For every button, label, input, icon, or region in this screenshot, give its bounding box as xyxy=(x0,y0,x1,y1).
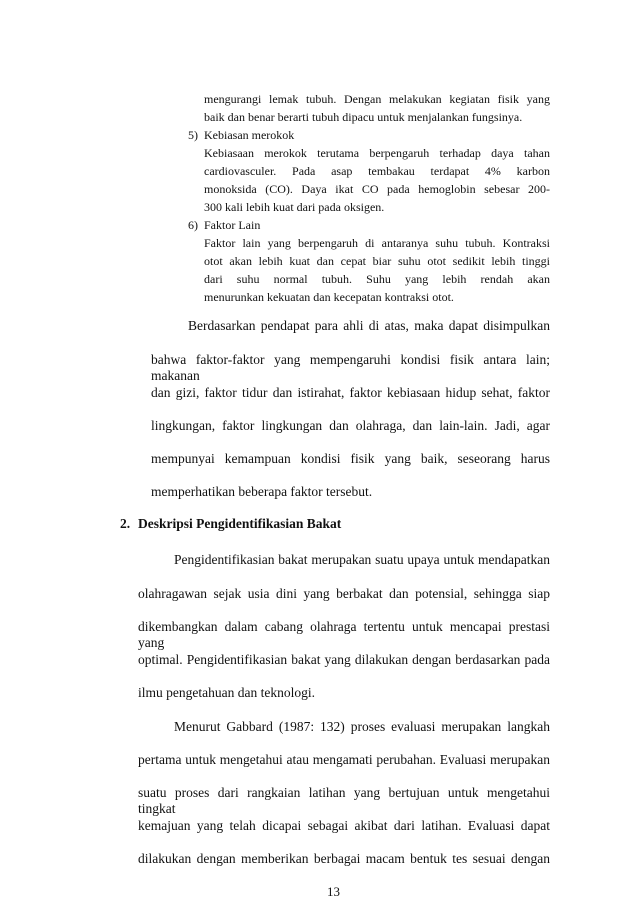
list-item-line: Kebiasaan merokok terutama berpengaruh terhadap daya tahan xyxy=(204,146,550,160)
list-item-line: dari suhu normal tubuh. Suhu yang lebih rendah akan xyxy=(204,272,550,286)
list-item-number: 5) xyxy=(188,128,198,142)
body-line: suatu proses dari rangkaian latihan yang bertujuan untuk mengetahui tingkat xyxy=(138,785,550,816)
body-line: bahwa faktor-faktor yang mempengaruhi kondisi fisik antara lain; makanan xyxy=(151,352,550,383)
body-line: memperhatikan beberapa faktor tersebut. xyxy=(151,484,373,499)
list-item-line: menurunkan kekuatan dan kecepatan kontraksi otot. xyxy=(204,290,454,304)
body-line: ilmu pengetahuan dan teknologi. xyxy=(138,685,315,700)
list-item-title: Faktor Lain xyxy=(204,218,261,232)
list-item-line: Faktor lain yang berpengaruh di antaranya suhu tubuh. Kontraksi xyxy=(204,236,550,250)
body-line: pertama untuk mengetahui atau mengamati perubahan. Evaluasi merupakan xyxy=(138,752,550,767)
list-item-line: otot akan lebih kuat dan cepat biar suhu otot sedikit lebih tinggi xyxy=(204,254,550,268)
page-number: 13 xyxy=(327,884,340,899)
body-line: Berdasarkan pendapat para ahli di atas, maka dapat disimpulkan xyxy=(188,318,550,333)
list-intro-line: mengurangi lemak tubuh. Dengan melakukan kegiatan fisik yang xyxy=(204,92,550,106)
body-line: dilakukan dengan memberikan berbagai macam bentuk tes sesuai dengan xyxy=(138,851,550,866)
section-heading: Deskripsi Pengidentifikasian Bakat xyxy=(138,516,342,531)
body-line: dan gizi, faktor tidur dan istirahat, faktor kebiasaan hidup sehat, faktor xyxy=(151,385,550,400)
body-line: lingkungan, faktor lingkungan dan olahraga, dan lain-lain. Jadi, agar xyxy=(151,418,550,433)
body-line: olahragawan sejak usia dini yang berbakat dan potensial, sehingga siap xyxy=(138,586,550,601)
body-line: optimal. Pengidentifikasian bakat yang dilakukan dengan berdasarkan pada xyxy=(138,652,550,667)
body-line: dikembangkan dalam cabang olahraga tertentu untuk mencapai prestasi yang xyxy=(138,619,550,650)
body-line: mempunyai kemampuan kondisi fisik yang baik, seseorang harus xyxy=(151,451,550,466)
list-item-line: cardiovasculer. Pada asap tembakau terdapat 4% karbon xyxy=(204,164,550,178)
body-line: kemajuan yang telah dicapai sebagai akibat dari latihan. Evaluasi dapat xyxy=(138,818,550,833)
list-item-line: monoksida (CO). Daya ikat CO pada hemoglobin sebesar 200- xyxy=(204,182,550,196)
body-line: Pengidentifikasian bakat merupakan suatu upaya untuk mendapatkan xyxy=(174,552,550,567)
list-item-title: Kebiasan merokok xyxy=(204,128,295,142)
list-intro-line: baik dan benar berarti tubuh dipacu untuk menjalankan fungsinya. xyxy=(204,110,523,124)
body-line: Menurut Gabbard (1987: 132) proses evaluasi merupakan langkah xyxy=(174,719,550,734)
list-item-number: 6) xyxy=(188,218,198,232)
list-item-line: 300 kali lebih kuat dari pada oksigen. xyxy=(204,200,385,214)
section-number: 2. xyxy=(120,516,131,531)
